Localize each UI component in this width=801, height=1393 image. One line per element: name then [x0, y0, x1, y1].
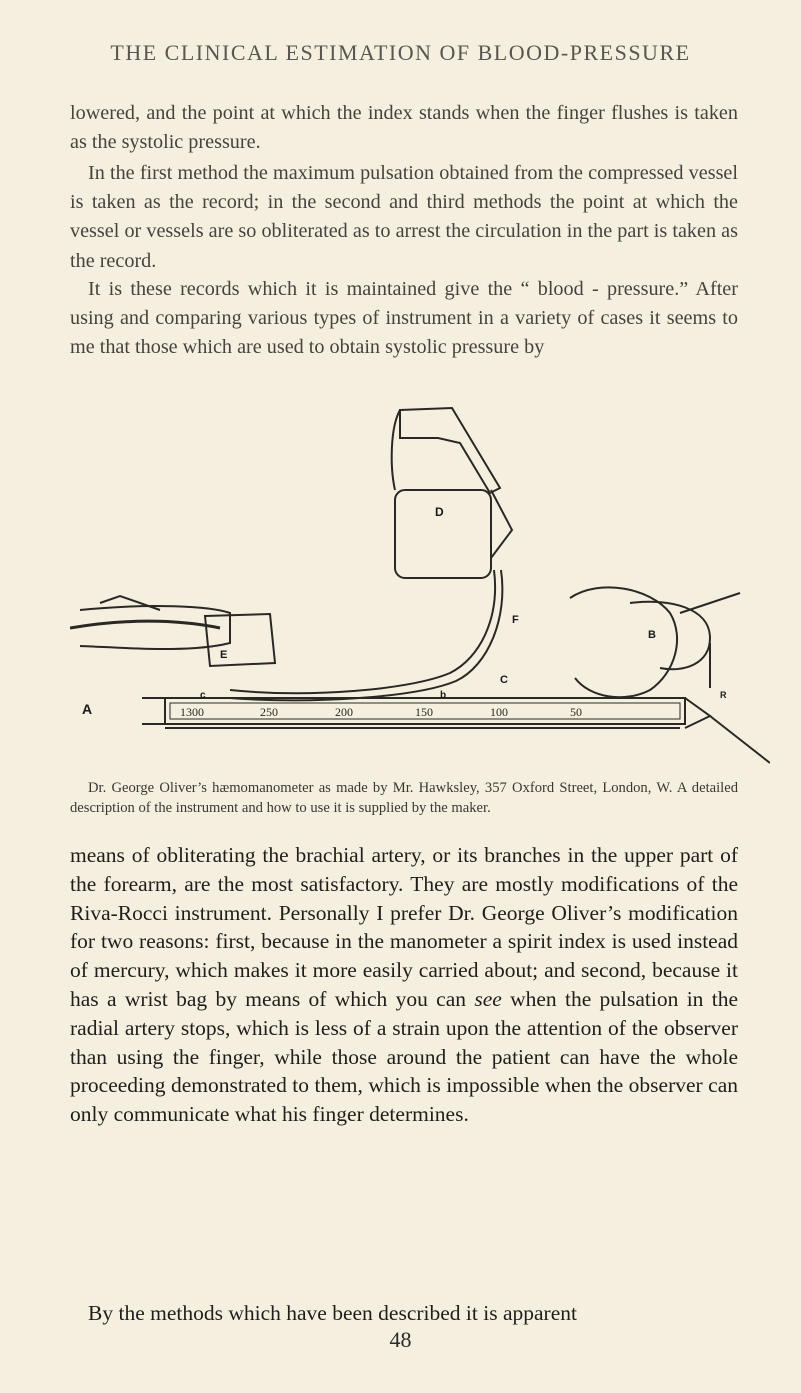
scale-tick-50: 50 [570, 705, 582, 719]
emphasis-see: see [474, 986, 502, 1011]
scale-tick-250: 250 [260, 705, 278, 719]
haemomanometer-illustration [70, 398, 770, 773]
scale-tick-1300: 1300 [180, 705, 204, 719]
paragraph-4 [70, 841, 738, 1129]
page-number: 48 [389, 1327, 412, 1352]
label-e: E [220, 649, 228, 661]
arm-cuff [395, 490, 491, 578]
paragraph-2: In the first method the maximum pulsation obtained from the compressed vessel is taken as the record; in the second and third methods the point at which the vessel or vessels are so obliterated as to arrest the circulation in the part is taken as the record. [70, 162, 738, 272]
paragraph-1: lowered, and the point at which the index stands when the finger flushes is taken as the systolic pressure. [70, 102, 738, 154]
upper-bulb [400, 408, 500, 493]
paragraph-4-start: means of obliterating the brachial artery, or its branches in the upper part of the forearm, are the most satisfactory. They are mostly modifications of the Riva-Rocci instrument. Personally I prefer Dr. George Oliver’s modification for two reasons: first, because in the manometer a spirit index is used instead of mercury, which makes it more easily carried about; and second, because it has a wrist bag by means of which you can [70, 843, 738, 1011]
paragraph-3: It is these records which it is maintained give the “ blood - pressure.” After using and comparing various types of instrument in a variety of cases it seems to me that those which are used to obtain systolic pressure by [70, 278, 738, 359]
scale-tick-100: 100 [490, 705, 508, 719]
running-head: THE CLINICAL ESTIMATION OF BLOOD-PRESSURE [110, 40, 691, 65]
label-c: C [500, 674, 508, 686]
scale-tick-200: 200 [335, 705, 353, 719]
tube-f [230, 570, 495, 693]
pressure-bulb [570, 587, 677, 697]
figure-caption [70, 779, 738, 818]
paragraph-4-end: when the pulsation in the radial artery stops, which is less of a strain upon the attention of the observer than using the finger, while those around the patient can have the whole proceeding demonstrated to them, which is impossible when the observer can only communicate what his finger determines. [70, 986, 738, 1127]
label-r: R [720, 690, 727, 700]
figure-caption-text: Dr. George Oliver’s hæmomanometer as made by Mr. Hawksley, 357 Oxford Street, London, W. A detailed description of the instrument and how to use it is supplied by the maker. [70, 780, 738, 816]
paragraph-5: By the methods which have been described it is apparent [88, 1301, 577, 1325]
cuff-right-end [491, 490, 512, 558]
label-b: B [648, 629, 656, 641]
haemomanometer-drawing [70, 398, 770, 773]
label-b-small: b [440, 690, 447, 701]
label-d: D [435, 505, 444, 519]
wrist-bag [205, 614, 275, 666]
tube-upper-left [392, 410, 400, 490]
scale-tick-150: 150 [415, 705, 433, 719]
label-f: F [512, 614, 519, 626]
label-c-small: c [200, 690, 206, 701]
label-a: A [82, 701, 93, 717]
